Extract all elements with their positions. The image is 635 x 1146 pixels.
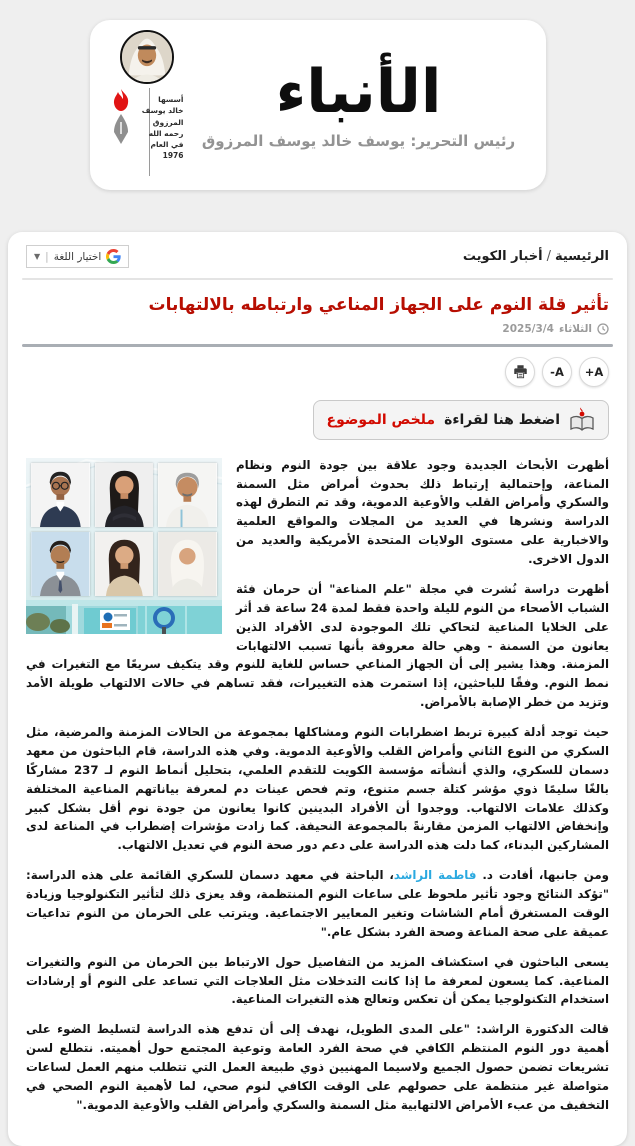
language-selector[interactable]	[26, 245, 129, 268]
font-decrease-button[interactable]: A-	[542, 357, 572, 387]
google-icon	[106, 249, 121, 264]
breadcrumb-separator: /	[546, 249, 551, 264]
article-paragraph: يسعى الباحثون في استكشاف المزيد من التفاصيل حول الارتباط بين الحرمان من النوم والتغيرات المناعية. كما يسعون لمعرفة ما إذا كانت التدخلات مثل العلاجات التي تساعد على النوم أو إرشادات استخدام التكنولوجيا يمكن أن تعكس وتعالج هذه التغيرات المناعية.	[26, 954, 609, 1007]
founder-column	[106, 30, 186, 182]
flame-icon	[110, 88, 132, 114]
font-increase-button[interactable]: A+	[579, 357, 609, 387]
paragraph-text: ومن جانبها، أفادت د.	[476, 868, 609, 883]
language-selector-label: اختيار اللغة	[53, 250, 102, 263]
article-date-value: 2025/3/4	[502, 322, 554, 335]
topbar	[26, 245, 609, 268]
read-summary-button[interactable]	[313, 400, 609, 440]
founder-note-line: 1976	[162, 151, 184, 161]
founder-note	[136, 94, 184, 162]
summary-button-label: اضغط هنا لقراءة	[444, 411, 560, 428]
person-photo-4	[158, 532, 217, 596]
newspaper-masthead	[90, 20, 546, 190]
article-body	[26, 456, 609, 1115]
article-date-weekday: الثلاثاء	[558, 322, 592, 335]
print-button[interactable]	[505, 357, 535, 387]
chevron-down-icon: ▼	[34, 252, 41, 261]
summary-button-highlight: ملخص الموضوع	[326, 411, 436, 428]
page-title: تأثير قلة النوم على الجهاز المناعي وارتباطه بالالتهابات	[148, 295, 609, 315]
printer-icon	[513, 364, 528, 379]
article-paragraph: أظهرت الأبحاث الجديدة وجود علاقة بين جودة النوم ونظام المناعة، وإحتمالية إرتباط ذلك بحدوث أمراض مثل السمنة والسكري وأمراض القلب والأوعية الدموية، وقد تم التطرق لهذه الدراسة ونشرها في العديد من المجلات والمواقع العلمية والاخبارية على مستوى الولايات المتحدة الأمريكية والعديد من الدول الاخرى.	[236, 457, 609, 567]
paragraph-text: ، الباحثة في معهد دسمان للسكري القائمة على هذه الدراسة: "تؤكد النتائج وجود تأثير ملحوظ على ساعات النوم المنتظمة، وقد يعزى ذلك لتأثير التكنولوجيا وزيادة الوقت المستغرق أمام الشاشات وتغير المعايير الاجتماعية. ويترتب على الحرمان من النوم تداعيات عميقة على صحة المناعة وصحة الفرد بشكل عام."	[26, 868, 609, 939]
person-photo-6	[31, 532, 90, 596]
article-paragraph: قالت الدكتورة الراشد: "على المدى الطويل، نهدف إلى أن تدفع هذه الدراسة لتسليط الضوء على أهمية دور النوم المنتظم الكافي في صحة الفرد العامة وتوعية المجتمع حول أهميته. نتطلع لسن تشريعات تضمن حصول الجميع ولاسيما المهنيين ذوي طبيعة العمل التي تتطلب منهم العمل لساعات متواصلة غير منتظمة على حصولهم على الوقت الكافي لنوم صحي، لما لأهمية النوم الصحي في التخفيف من عبء الأمراض الالتهابية مثل السمنة والسكري وأمراض القلب والأوعية الدموية."	[26, 1022, 609, 1112]
open-book-icon	[569, 407, 595, 433]
article-paragraph: أظهرت دراسة نُشرت في مجلة "علم المناعة" أن حرمان فئة الشباب الأصحاء من النوم لليلة واحدة فقط لمدة 24 ساعة قد أثر على الخلايا المناعية لتحاكي تلك الموجودة لدى الأفراد الذين يعانون من السمنة - وهي حالة معروفة بأنها تسبب الالتهابات المزمنة. وهذا يشير إلى أن الجهاز المناعي حساس للغاية للنوم وقد يتكيف سريعًا مع التغيرات في نمط النوم. وفقًا للباحثين، إذا استمرت هذه التغييرات، فقد تساهم في حالات الالتهاب طويلة الأمد وتزيد من خطر الإصابة بالأمراض.	[26, 581, 610, 710]
language-selector-divider: |	[45, 250, 49, 263]
breadcrumb-home-link[interactable]: الرئيسية	[554, 249, 609, 264]
clock-icon	[597, 323, 609, 335]
founder-note-line: رحمه الله	[148, 128, 184, 138]
people-photo-grid	[31, 463, 217, 596]
person-photo-1	[158, 463, 217, 527]
newspaper-logo[interactable]: الأنباء	[275, 57, 442, 127]
founder-portrait	[120, 30, 174, 84]
article-paragraph: حيث توجد أدلة كبيرة تربط اضطرابات النوم ومشاكلها بمجموعة من الحالات المزمنة والمرضية، مثل السكري من النوع الثاني وأمراض القلب والأوعية الدموية. وفي هذه الدراسة، قام الباحثون من معهد دسمان للسكري، والذي أنشأته مؤسسة الكويت للتقدم العلمي، بتحليل أنماط النوم لـ 237 مشاركًا بالغًا سليمًا ذوي مؤشر كتلة جسم متنوع، وتم فحص عينات دم لمعرفة بياناتهم المناعية المختلفة وكذلك علامات الالتهاب. ووجدوا أن الأفراد البدينين كانوا يعانون من جودة نوم أقل بشكل كبير وإنخفاض الالتهاب المزمن مقارنةً بالمجموعة النحيفة. كما زادت مؤشرات إضطراب في المناعة لدى المشاركين البدناء، كما دلت هذه الدراسة على دعم دور صحة النوم في تعديل الالتهاب.	[26, 725, 609, 853]
founder-note-line: في العام	[150, 140, 184, 149]
article-paragraph	[26, 866, 609, 942]
editor-in-chief-line: رئيس التحرير: يوسف خالد يوسف المرزوق	[201, 132, 516, 150]
breadcrumb	[463, 249, 609, 264]
dasman-institute-building	[26, 600, 222, 634]
pen-nib-icon	[113, 114, 129, 144]
founder-note-line: المرزوق	[152, 117, 184, 127]
person-photo-5	[95, 532, 154, 596]
article-date	[26, 323, 609, 335]
person-photo-3	[31, 463, 90, 527]
person-photo-2	[95, 463, 154, 527]
researcher-name-link[interactable]: فاطمة الراشد	[393, 868, 477, 883]
divider	[22, 278, 613, 280]
article-toolbar	[26, 357, 609, 387]
summary-row	[26, 400, 609, 440]
founder-portrait-icon	[122, 32, 172, 82]
article-card	[8, 232, 627, 1146]
article-image	[26, 458, 222, 634]
founder-note-line: خالد يوسف	[141, 106, 184, 116]
breadcrumb-section-link[interactable]: أخبار الكويت	[462, 249, 543, 264]
divider	[22, 344, 613, 347]
founder-note-line: أسسها	[158, 95, 184, 104]
